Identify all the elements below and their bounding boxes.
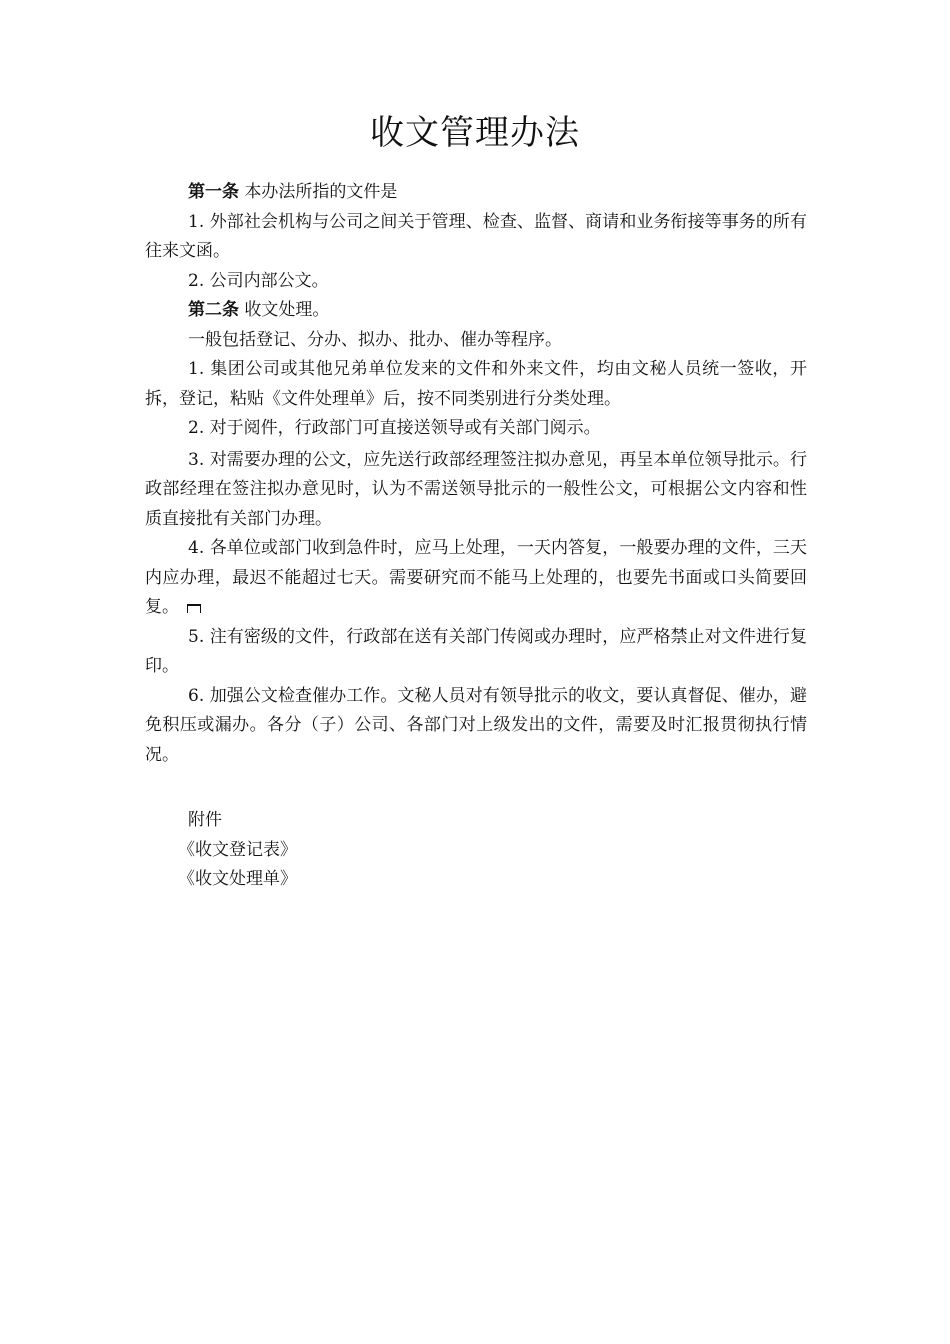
attachments-label: 附件: [188, 810, 222, 830]
article-2-intro: 一般包括登记、分办、拟办、批办、催办等程序。: [188, 329, 562, 350]
article-2-heading: [145, 296, 807, 326]
article-1-item-2: 2. 公司内部公文。: [188, 270, 329, 291]
document-title: 收文管理办法: [370, 113, 580, 153]
article-2-item-3: 3. 对需要办理的公文，应先送行政部经理签注拟办意见，再呈本单位领导批示。行政部经理在签注拟办意见时，认为不需送领导批示的一般性公文，可根据公文内容和性质直接批有关部门办理。: [145, 449, 807, 529]
article-2-item-5: 5. 注有密级的文件，行政部在送有关部门传阅或办理时，应严格禁止对文件进行复印。: [145, 626, 807, 676]
article-2-item-1: 1. 集团公司或其他兄弟单位发来的文件和外来文件，均由文秘人员统一签收，开拆，登记，粘贴《文件处理单》后，按不同类别进行分类处理。: [145, 359, 807, 409]
article-2-item-2: 2. 对于阅件，行政部门可直接送领导或有关部门阅示。: [188, 418, 601, 438]
document-body: [145, 178, 807, 770]
attachment-item: 《收文登记表》: [178, 839, 297, 860]
article-1-text: 本办法所指的文件是: [244, 182, 398, 202]
article-2-text: 收文处理。: [244, 300, 330, 320]
article-2-label: 第二条: [188, 300, 239, 320]
attachment-item: 《收文处理单》: [178, 869, 297, 889]
paragraph-mark-icon: [187, 604, 201, 613]
article-2-item-4: [145, 534, 807, 623]
article-2-item-6: 6. 加强公文检查催办工作。文秘人员对有领导批示的收文，要认真督促、催办，避免积压或漏办。各分（子）公司、各部门对上级发出的文件，需要及时汇报贯彻执行情况。: [145, 685, 807, 765]
article-2-item-4-text: 4. 各单位或部门收到急件时，应马上处理，一天内答复，一般要办理的文件，三天内应办理，最迟不能超过七天。需要研究而不能马上处理的，也要先书面或口头简要回复。: [145, 538, 807, 617]
article-1-item-1: 1. 外部社会机构与公司之间关于管理、检查、监督、商请和业务衔接等事务的所有往来文函。: [145, 211, 807, 261]
article-1-label: 第一条: [188, 182, 239, 202]
article-1-heading: [145, 178, 807, 208]
attachments-section: [178, 806, 297, 895]
